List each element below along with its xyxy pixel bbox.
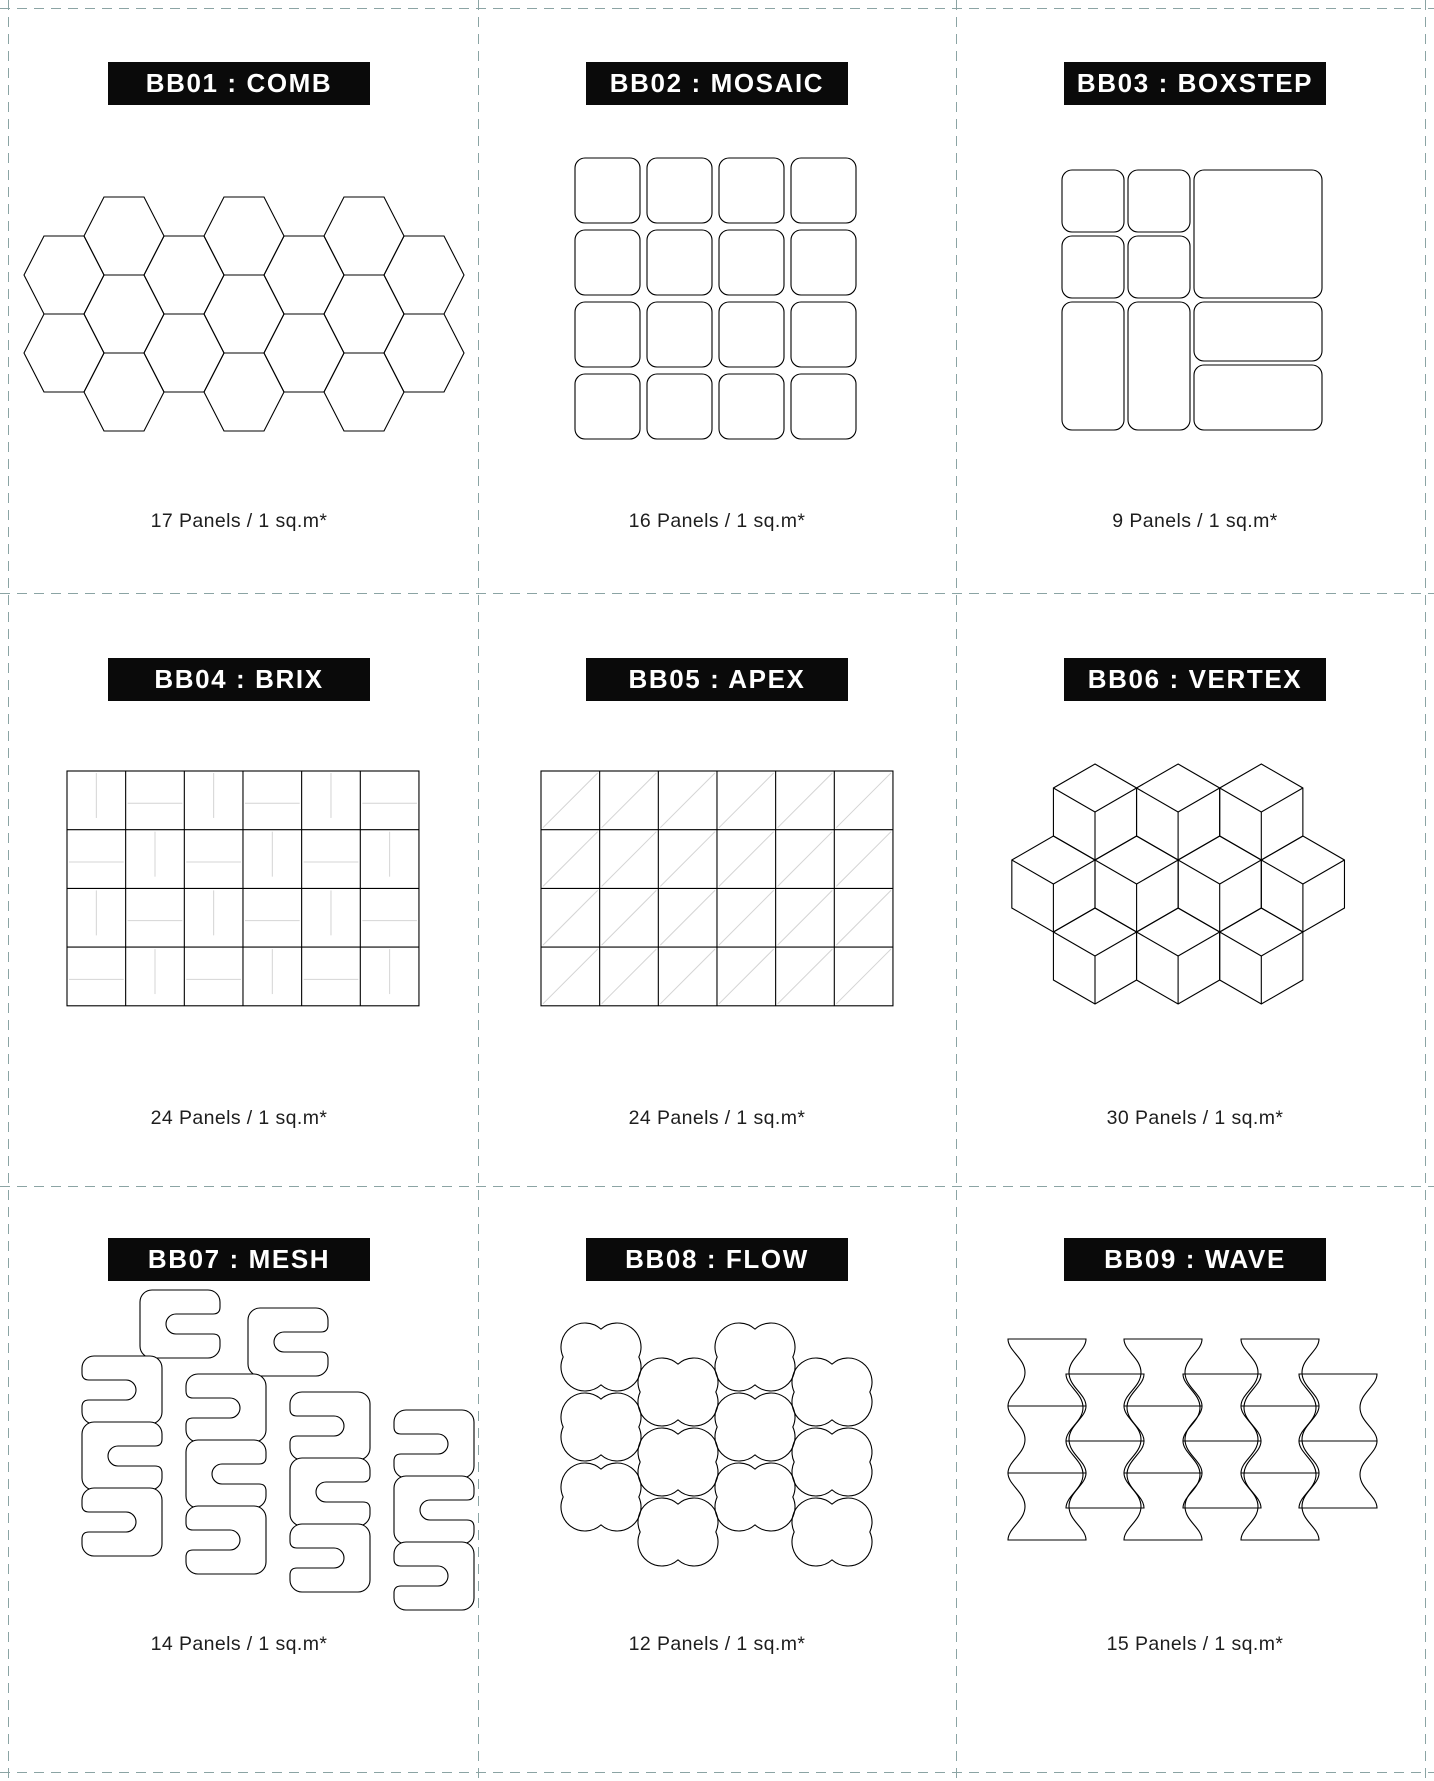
pattern-title: BB05 : APEX xyxy=(628,664,806,694)
comb-pattern-diagram xyxy=(0,0,478,593)
card-bb09-wave xyxy=(956,1186,1434,1781)
pattern-title: BB02 : MOSAIC xyxy=(609,68,825,98)
pattern-title: BB09 : WAVE xyxy=(1104,1244,1286,1274)
card-bb01-comb xyxy=(0,0,478,593)
pattern-title: BB01 : COMB xyxy=(145,68,333,98)
vertex-pattern-diagram xyxy=(956,593,1434,1186)
pattern-title: BB07 : MESH xyxy=(147,1244,331,1274)
brix-pattern-diagram xyxy=(0,593,478,1186)
mesh-pattern-diagram xyxy=(0,1186,478,1781)
panels-caption: 24 Panels / 1 sq.m* xyxy=(150,1107,328,1129)
card-bb03-boxstep xyxy=(956,0,1434,593)
card-bb04-brix xyxy=(0,593,478,1186)
apex-pattern-diagram xyxy=(478,593,956,1186)
panels-caption: 15 Panels / 1 sq.m* xyxy=(1106,1633,1284,1655)
card-bb08-flow xyxy=(478,1186,956,1781)
card-bb05-apex xyxy=(478,593,956,1186)
panels-caption: 14 Panels / 1 sq.m* xyxy=(150,1633,328,1655)
card-bb06-vertex xyxy=(956,593,1434,1186)
pattern-title: BB06 : VERTEX xyxy=(1087,664,1303,694)
panels-caption: 9 Panels / 1 sq.m* xyxy=(1112,510,1278,532)
flow-pattern-diagram xyxy=(478,1186,956,1781)
pattern-title: BB03 : BOXSTEP xyxy=(1076,68,1314,98)
wave-pattern-diagram xyxy=(956,1186,1434,1781)
panels-caption: 30 Panels / 1 sq.m* xyxy=(1106,1107,1284,1129)
pattern-title: BB04 : BRIX xyxy=(154,664,324,694)
card-bb07-mesh xyxy=(0,1186,478,1781)
panels-caption: 17 Panels / 1 sq.m* xyxy=(150,510,328,532)
mosaic-pattern-diagram xyxy=(478,0,956,593)
panels-caption: 12 Panels / 1 sq.m* xyxy=(628,1633,806,1655)
boxstep-pattern-diagram xyxy=(956,0,1434,593)
panels-caption: 16 Panels / 1 sq.m* xyxy=(628,510,806,532)
panels-caption: 24 Panels / 1 sq.m* xyxy=(628,1107,806,1129)
pattern-title: BB08 : FLOW xyxy=(625,1244,809,1274)
card-bb02-mosaic xyxy=(478,0,956,593)
